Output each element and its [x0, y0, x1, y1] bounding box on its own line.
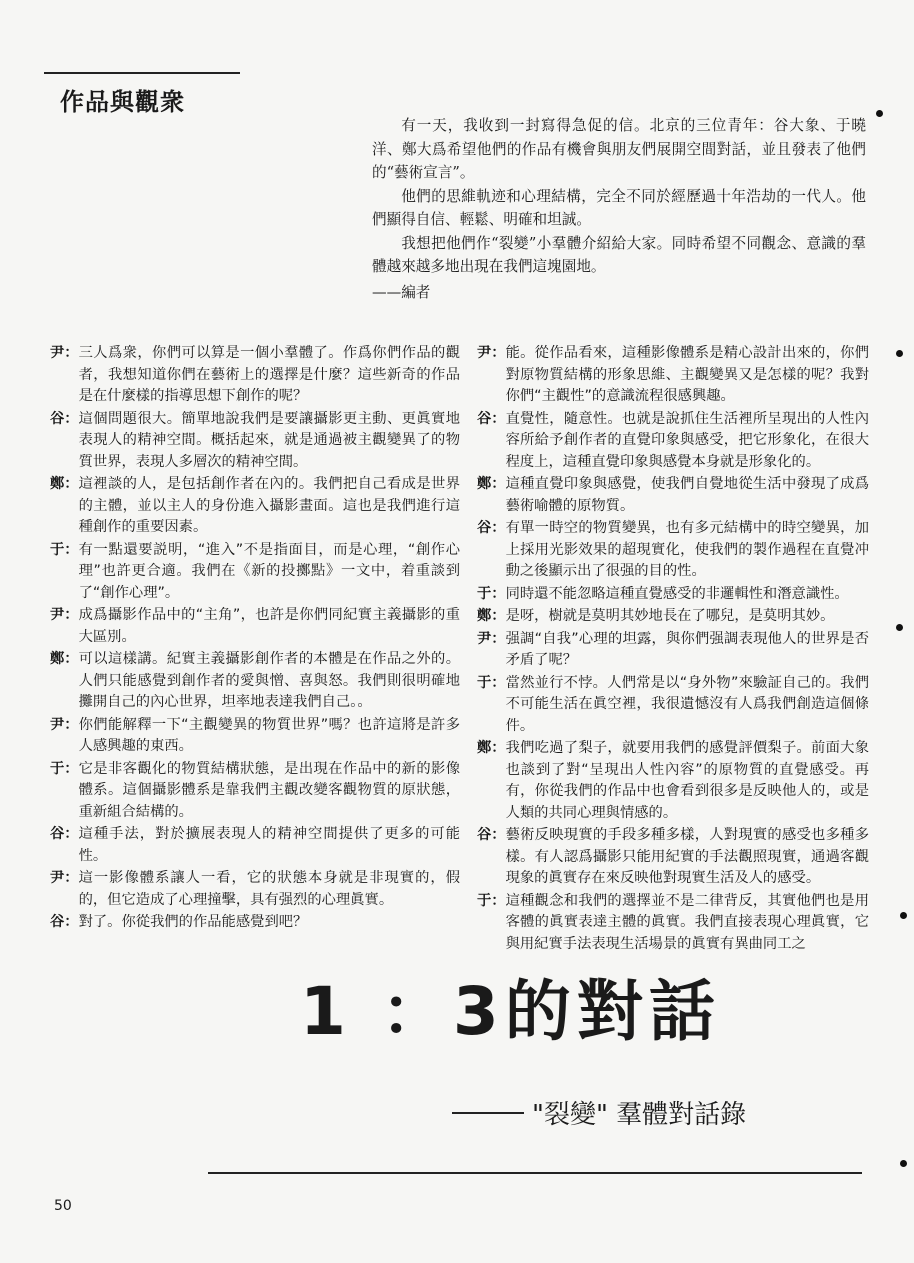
- utterance: 有一點還要説明，“進入”不是指面目，而是心理，“創作心理”也許更合適。我們在《新的投擲點》一文中，着重談到了“創作心理”。: [78, 541, 460, 601]
- utterance: 直覺性，隨意性。也就是說抓住生活裡所呈現出的人性內容所給予創作者的直覺印象與感受，把它形象化，在很大程度上，這種直覺印象與感覺本身就是形象化的。: [505, 410, 869, 470]
- speaker: 尹：: [477, 630, 506, 647]
- dialogue-turn: [50, 343, 460, 408]
- speaker: 鄭：: [50, 476, 79, 492]
- dialogue-turn: [477, 343, 869, 408]
- dialogue-turn: [50, 824, 460, 867]
- speaker: 谷：: [477, 827, 506, 843]
- speaker: 尹：: [50, 870, 79, 886]
- dialogue-turn: [477, 738, 869, 824]
- bullet-dot-icon: [896, 350, 903, 357]
- utterance: 這裡談的人，是包括創作者在內的。我們把自己看成是世界的主體，並以主人的身份進入攝影畫面。這也是我們進行這種創作的重要因素。: [78, 476, 460, 535]
- em-dash-rule: [452, 1112, 524, 1114]
- speaker: 于：: [477, 892, 506, 909]
- dialogue-turn: [477, 474, 869, 517]
- speaker: 谷：: [50, 410, 79, 427]
- utterance: 這個問題很大。簡單地說我們是要讓攝影更主動、更眞實地表現人的精神空間。概括起來，就是通過被主觀變異了的物質世界，表現人多層次的精神空間。: [78, 410, 460, 470]
- utterance: 你們能解釋一下“主觀變異的物質世界”嗎？也許這將是許多人感興趣的東西。: [78, 716, 460, 754]
- utterance: 三人爲衆，你們可以算是一個小羣體了。作爲你們作品的觀者，我想知道你們在藝術上的選擇是什麼？這些新奇的作品是在什麼樣的指導思想下創作的呢？: [78, 345, 460, 404]
- dialogue-turn: [50, 474, 460, 539]
- dialogue-turn: [50, 409, 460, 474]
- utterance: 强調“自我”心理的坦露，與你們强調表現他人的世界是否矛盾了呢？: [505, 630, 869, 668]
- dialogue-turn: [50, 912, 460, 934]
- dialogue-turn: [50, 868, 460, 911]
- utterance: 是呀，樹就是莫明其妙地長在了哪兒，是莫明其妙。: [505, 608, 835, 624]
- speaker: 谷：: [477, 520, 506, 536]
- utterance: 有單一時空的物質變異，也有多元結構中的時空變異，加上採用光影效果的超現實化，使我們的製作過程在直覺冲動之後顯示出了很强的目的性。: [505, 520, 869, 579]
- speaker: 鄭：: [477, 476, 506, 492]
- utterance: 我們吃過了梨子，就要用我們的感覺評價梨子。前面大象也談到了對“呈現出人性內容”的原物質的直覺感受。再有，你從我們的作品中也會看到很多是反映他人的，或是人類的共同心理與情感的。: [505, 740, 869, 821]
- intro-paragraph: 有一天，我收到一封寫得急促的信。北京的三位青年：谷大象、于曉洋、鄭大爲希望他們的作品有機會與朋友們展開空間對話，並且發表了他們的“藝術宣言”。: [372, 117, 866, 181]
- bullet-dot-icon: [876, 110, 883, 117]
- speaker: 尹：: [50, 716, 79, 733]
- speaker: 鄭：: [477, 608, 506, 624]
- speaker: 尹：: [50, 345, 79, 361]
- dialogue-column-left: [50, 343, 460, 935]
- utterance: 同時還不能忽略這種直覺感受的非邏輯性和潛意識性。: [505, 585, 849, 602]
- editor-intro: [372, 114, 866, 304]
- title-rule: [44, 72, 240, 74]
- bullet-dot-icon: [896, 624, 903, 631]
- speaker: 鄭：: [50, 651, 79, 667]
- dialogue-turn: [477, 629, 869, 672]
- intro-paragraph: 他們的思維軌迹和心理結構，完全不同於經歷過十年浩劫的一代人。他們顯得自信、輕鬆、明確和坦誠。: [372, 187, 866, 228]
- utterance: 這種手法，對於擴展表現人的精神空間提供了更多的可能性。: [78, 826, 460, 864]
- bullet-dot-icon: [900, 1160, 907, 1167]
- dialogue-turn: [477, 606, 869, 628]
- speaker: 谷：: [477, 410, 506, 427]
- utterance: 成爲攝影作品中的“主角”，也許是你們同紀實主義攝影的重大區別。: [78, 607, 460, 645]
- dialogue-turn: [477, 891, 869, 956]
- speaker: 于：: [477, 674, 506, 691]
- speaker: 于：: [477, 585, 506, 602]
- speaker: 鄭：: [477, 740, 506, 756]
- dialogue-turn: [50, 605, 460, 648]
- intro-paragraph: 我想把他們作“裂變”小羣體介紹給大家。同時希望不同觀念、意識的羣體越來越多地出現在我們這塊園地。: [372, 234, 866, 275]
- page-number: 50: [54, 1198, 72, 1214]
- bottom-rule: [208, 1172, 862, 1174]
- utterance: 它是非客觀化的物質結構狀態，是出現在作品中的新的影像體系。這個攝影體系是靠我們主觀改變客觀物質的原狀態，重新組合結構的。: [78, 760, 460, 820]
- subheadline-text: "裂變" 羣體對話錄: [532, 1100, 747, 1130]
- utterance: 對了。你從我們的作品能感覺到吧？: [78, 914, 308, 930]
- speaker: 谷：: [50, 914, 79, 930]
- dialogue-turn: [50, 715, 460, 758]
- dialogue-turn: [477, 825, 869, 890]
- article-headline: 1 ：3的對話: [300, 973, 721, 1050]
- utterance: 這種直覺印象與感覺，使我們自覺地從生活中發現了成爲藝術喻體的原物質。: [505, 476, 869, 514]
- utterance: 可以這樣講。紀實主義攝影創作者的本體是在作品之外的。人們只能感覺到創作者的愛與憎、喜與怒。我們則很明確地攤開自己的內心世界，坦率地表達我們自己。。: [78, 651, 460, 710]
- bullet-dot-icon: [900, 912, 907, 919]
- speaker: 谷：: [50, 826, 79, 842]
- article-subheadline: [452, 1094, 746, 1131]
- dialogue-turn: [50, 759, 460, 824]
- speaker: 于：: [50, 760, 79, 777]
- section-title: 作品與觀衆: [60, 88, 185, 116]
- dialogue-turn: [477, 673, 869, 738]
- dialogue-column-right: [477, 343, 869, 956]
- dialogue-turn: [477, 584, 869, 606]
- utterance: 當然並行不悖。人們常是以“身外物”來驗証自己的。我們不可能生活在眞空裡，我很遺憾沒有人爲我們創造這個條件。: [505, 674, 869, 734]
- dialogue-turn: [50, 649, 460, 714]
- dialogue-turn: [477, 518, 869, 583]
- utterance: 這一影像體系讓人一看，它的狀態本身就是非現實的，假的，但它造成了心理撞擊，具有强烈的心理眞實。: [78, 870, 460, 908]
- utterance: 藝術反映現實的手段多種多樣，人對現實的感受也多種多樣。有人認爲攝影只能用紀實的手法觀照現實，通過客觀現象的眞實存在來反映他對現實生活及人的感受。: [505, 827, 869, 886]
- dialogue-turn: [50, 540, 460, 605]
- speaker: 尹：: [477, 345, 506, 361]
- editor-signature: ——編者: [372, 283, 431, 301]
- utterance: 這種觀念和我們的選擇並不是二律背反，其實他們也是用客體的眞實表達主體的眞實。我們直接表現心理眞實，它與用紀實手法表現生活場景的眞實有異曲同工之: [505, 892, 869, 952]
- speaker: 尹：: [50, 607, 79, 623]
- speaker: 于：: [50, 541, 79, 558]
- utterance: 能。從作品看來，這種影像體系是精心設計出來的，你們對原物質結構的形象思維、主觀變異又是怎樣的呢？我對你們“主觀性”的意識流程很感興趣。: [505, 345, 869, 404]
- dialogue-turn: [477, 409, 869, 474]
